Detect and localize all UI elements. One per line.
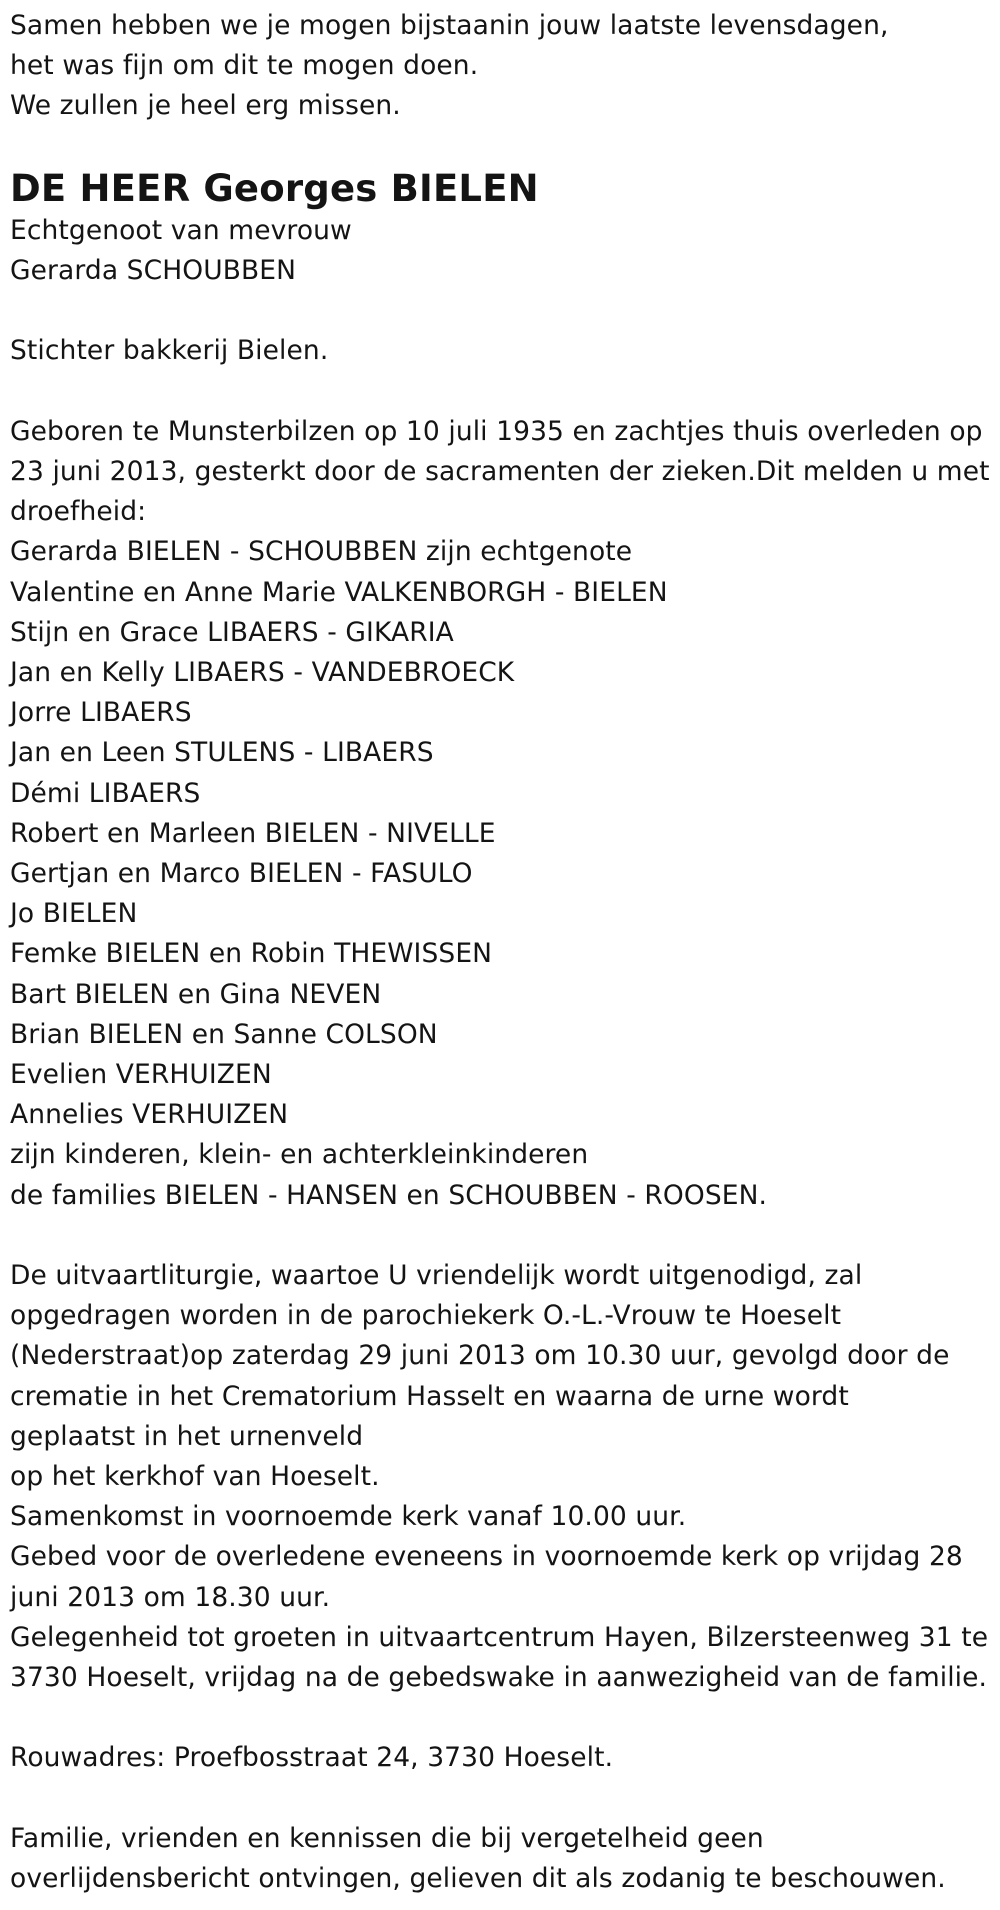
birth-death-line: droefheid: (10, 496, 147, 528)
spouse-line: Echtgenoot van mevrouw (10, 214, 352, 246)
spacer (10, 372, 995, 412)
poem-line: Samen hebben we je mogen bijstaanin jouw laatste levensdagen, (10, 10, 889, 41)
spouse-block (10, 211, 995, 291)
funeral-line: geplaatst in het urnenveld (10, 1420, 364, 1452)
funeral-line: crematie in het Crematorium Hasselt en waarna de urne wordt (10, 1380, 849, 1412)
family-member: Jorre LIBAERS (10, 697, 192, 729)
funeral-line: De uitvaartliturgie, waartoe U vriendelijk wordt uitgenodigd, zal (10, 1260, 863, 1292)
family-member: Jan en Kelly LIBAERS - VANDEBROECK (10, 657, 515, 688)
family-member: Brian BIELEN en Sanne COLSON (10, 1018, 438, 1050)
funeral-line: op het kerkhof van Hoeselt. (10, 1461, 380, 1493)
funeral-line: opgedragen worden in de parochiekerk O.-L.-Vrouw te Hoeselt (10, 1300, 842, 1332)
founder-line: Stichter bakkerij Bielen. (10, 335, 329, 367)
spacer (10, 1779, 995, 1819)
birth-death-line: Geboren te Munsterbilzen op 10 juli 1935 en zachtjes thuis overleden op (10, 415, 983, 447)
funeral-line: Samenkomst in voornoemde kerk vanaf 10.00 uur. (10, 1501, 687, 1533)
funeral-block (10, 1256, 995, 1698)
spacer (10, 1216, 995, 1256)
family-member: Stijn en Grace LIBAERS - GIKARIA (10, 616, 454, 648)
family-member: Gerarda BIELEN - SCHOUBBEN zijn echtgenote (10, 536, 633, 568)
closing-block (10, 1819, 995, 1899)
family-member: Robert en Marleen BIELEN - NIVELLE (10, 817, 496, 849)
family-member: Valentine en Anne Marie VALKENBORGH - BIELEN (10, 576, 668, 608)
spouse-line: Gerarda SCHOUBBEN (10, 255, 297, 286)
funeral-line: juni 2013 om 18.30 uur. (10, 1581, 331, 1613)
family-member: Annelies VERHUIZEN (10, 1099, 289, 1131)
family-member: Jan en Leen STULENS - LIBAERS (10, 737, 434, 769)
family-member: zijn kinderen, klein- en achterkleinkinderen (10, 1139, 589, 1171)
poem-line: We zullen je heel erg missen. (10, 90, 401, 122)
poem (10, 6, 995, 127)
deceased-name: DE HEER Georges BIELEN (10, 166, 539, 210)
funeral-line: Gelegenheid tot groeten in uitvaartcentrum Hayen, Bilzersteenweg 31 te (10, 1621, 989, 1653)
closing-line: Familie, vrienden en kennissen die bij vergetelheid geen (10, 1822, 764, 1854)
spacer (10, 291, 995, 331)
funeral-line: Gebed voor de overledene eveneens in voornoemde kerk op vrijdag 28 (10, 1541, 963, 1573)
funeral-line: 3730 Hoeselt, vrijdag na de gebedswake in aanwezigheid van de familie. (10, 1662, 988, 1694)
birth-death-line: 23 juni 2013, gesterkt door de sacramenten der zieken.Dit melden u met (10, 455, 990, 487)
closing-line: overlijdensbericht ontvingen, gelieven dit als zodanig te beschouwen. (10, 1863, 946, 1895)
family-member: Démi LIBAERS (10, 777, 201, 809)
family-member: de families BIELEN - HANSEN en SCHOUBBEN - ROOSEN. (10, 1179, 768, 1211)
poem-line: het was fijn om dit te mogen doen. (10, 50, 479, 82)
family-member: Femke BIELEN en Robin THEWISSEN (10, 938, 493, 970)
spacer (10, 1698, 995, 1738)
birth-death-block (10, 412, 995, 533)
mourning-address: Rouwadres: Proefbosstraat 24, 3730 Hoeselt. (10, 1742, 614, 1774)
family-list (10, 532, 995, 1215)
family-member: Evelien VERHUIZEN (10, 1059, 272, 1091)
spacer (10, 127, 995, 167)
family-member: Bart BIELEN en Gina NEVEN (10, 978, 382, 1010)
death-notice (10, 6, 995, 1899)
family-member: Gertjan en Marco BIELEN - FASULO (10, 858, 473, 890)
family-member: Jo BIELEN (10, 898, 138, 930)
funeral-line: (Nederstraat)op zaterdag 29 juni 2013 om 10.30 uur, gevolgd door de (10, 1340, 950, 1372)
